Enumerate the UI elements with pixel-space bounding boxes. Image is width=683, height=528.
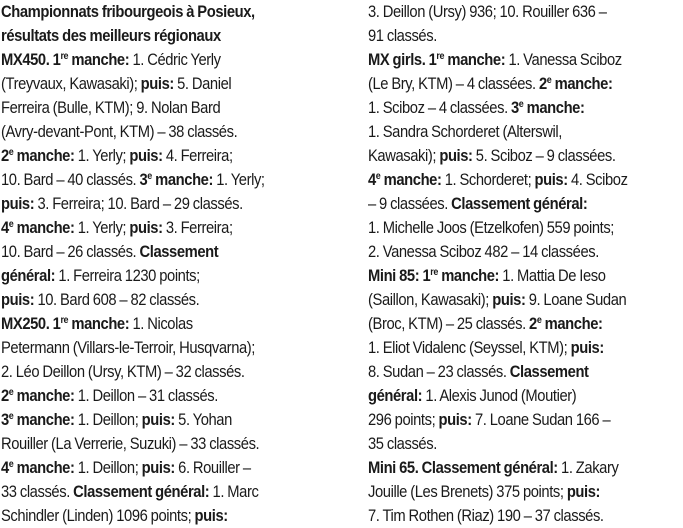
bold-label: 2: [1, 147, 9, 165]
text-line: [368, 264, 683, 288]
ordinal-suffix: [9, 387, 14, 398]
text-line: [1, 216, 334, 240]
ordinal-suffix: [147, 171, 152, 182]
result-text: 3. Ferreira;: [162, 219, 233, 237]
result-text: 3. Deillon (Ursy) 936; 10. Rouiller 636 –: [368, 3, 607, 21]
result-text: 1. Nicolas: [129, 315, 193, 333]
bold-label: puis:: [1, 195, 35, 213]
result-text: Jouille (Les Brenets) 375 points;: [368, 483, 567, 501]
result-text: 1. Deillon;: [74, 411, 142, 429]
result-text: (Le Bry, KTM) – 4 classées.: [368, 75, 539, 93]
text-line: [368, 96, 683, 120]
text-line: [1, 192, 334, 216]
result-text: (Saillon, Kawasaki);: [368, 291, 493, 309]
text-line: [1, 336, 334, 360]
ordinal-suffix-text: e: [8, 387, 14, 398]
text-line: [368, 24, 683, 48]
text-line: [368, 72, 683, 96]
result-text: 4. Sciboz: [567, 171, 628, 189]
ordinal-suffix: [9, 219, 14, 230]
text-line: [1, 480, 334, 504]
bold-label: puis:: [129, 147, 163, 165]
bold-label: manche:: [151, 171, 213, 189]
ordinal-suffix: [9, 411, 14, 422]
text-line: [368, 216, 683, 240]
ordinal-suffix-text: e: [8, 411, 14, 422]
text-line: [1, 384, 334, 408]
text-line: [1, 0, 334, 24]
bold-label: 4: [1, 459, 9, 477]
ordinal-suffix: [547, 75, 552, 86]
article-right-column: [368, 0, 683, 528]
bold-label: manche:: [444, 51, 506, 69]
bold-label: général:: [368, 387, 423, 405]
bold-label: 4: [1, 219, 9, 237]
bold-label: puis:: [438, 411, 472, 429]
bold-label: puis:: [1, 291, 35, 309]
ordinal-suffix: [60, 51, 68, 62]
result-text: 1. Deillon – 31 classés.: [74, 387, 218, 405]
ordinal-suffix: [9, 459, 14, 470]
result-text: 1. Zakary: [557, 459, 619, 477]
text-line: [368, 480, 683, 504]
result-text: 1. Ferreira 1230 points;: [55, 267, 200, 285]
text-line: [368, 432, 683, 456]
bold-label: manche:: [13, 219, 75, 237]
result-text: 1. Deillon;: [74, 459, 142, 477]
ordinal-suffix: [519, 99, 524, 110]
result-text: 1. Sandra Schorderet (Alterswil,: [368, 123, 562, 141]
text-line: [368, 504, 683, 528]
result-text: 91 classés.: [368, 27, 437, 45]
text-line: [1, 504, 334, 528]
ordinal-suffix: [60, 315, 68, 326]
bold-label: Mini 65. Classement général:: [368, 459, 558, 477]
result-text: (Treyvaux, Kawasaki);: [1, 75, 141, 93]
bold-label: manche:: [541, 315, 603, 333]
text-line: [368, 456, 683, 480]
ordinal-suffix-text: e: [8, 219, 14, 230]
bold-label: Championnats fribourgeois à Posieux,: [1, 3, 255, 21]
result-text: 1. Yerly;: [74, 219, 130, 237]
ordinal-suffix: [376, 171, 381, 182]
ordinal-suffix: [9, 147, 14, 158]
result-text: 10. Bard – 40 classés.: [1, 171, 140, 189]
bold-label: puis:: [129, 219, 163, 237]
ordinal-suffix-text: e: [147, 171, 152, 182]
result-text: 1. Eliot Vidalenc (Seyssel, KTM);: [368, 339, 571, 357]
result-text: 2. Léo Deillon (Ursy, KTM) – 32 classés.: [1, 363, 245, 381]
bold-label: puis:: [570, 339, 604, 357]
bold-label: 2: [529, 315, 537, 333]
bold-label: puis:: [194, 507, 228, 525]
result-text: 1. Alexis Junod (Moutier): [422, 387, 577, 405]
result-text: Rouiller (La Verrerie, Suzuki) – 33 classés.: [1, 435, 260, 453]
text-line: [1, 360, 334, 384]
bold-label: puis:: [141, 411, 175, 429]
bold-label: 3: [511, 99, 519, 117]
text-line: [1, 72, 334, 96]
result-text: 1. Marc: [209, 483, 259, 501]
text-line: [1, 120, 334, 144]
text-line: [1, 264, 334, 288]
result-text: Kawasaki);: [368, 147, 440, 165]
bold-label: MX girls. 1: [368, 51, 437, 69]
text-line: [368, 168, 683, 192]
text-line: [1, 240, 334, 264]
bold-label: général:: [1, 267, 56, 285]
bold-label: résultats des meilleurs régionaux: [1, 27, 221, 45]
result-text: 1. Mattia De Ieso: [499, 267, 606, 285]
text-line: [368, 288, 683, 312]
result-text: 10. Bard 608 – 82 classés.: [34, 291, 200, 309]
result-text: 8. Sudan – 23 classés.: [368, 363, 510, 381]
text-line: [1, 96, 334, 120]
text-line: [368, 384, 683, 408]
article-left-column: [1, 0, 334, 528]
bold-label: manche:: [13, 411, 75, 429]
text-line: [368, 192, 683, 216]
text-line: [1, 288, 334, 312]
result-text: 1. Schorderet;: [441, 171, 535, 189]
result-text: 6. Rouiller –: [174, 459, 251, 477]
bold-label: manche:: [13, 459, 75, 477]
bold-label: puis:: [141, 459, 175, 477]
text-line: [368, 0, 683, 24]
text-line: [1, 24, 334, 48]
result-text: 10. Bard – 26 classés.: [1, 243, 140, 261]
text-line: [1, 408, 334, 432]
result-text: – 9 classées.: [368, 195, 452, 213]
bold-label: manche:: [13, 387, 75, 405]
bold-label: puis:: [492, 291, 526, 309]
ordinal-suffix: [537, 315, 542, 326]
result-text: 1. Vanessa Sciboz: [505, 51, 622, 69]
result-text: (Broc, KTM) – 25 classés.: [368, 315, 530, 333]
bold-label: Classement: [509, 363, 589, 381]
bold-label: Classement: [139, 243, 219, 261]
result-text: 5. Yohan: [174, 411, 232, 429]
bold-label: 3: [1, 411, 9, 429]
bold-label: Classement général:: [451, 195, 588, 213]
ordinal-suffix-text: e: [546, 75, 552, 86]
bold-label: 2: [538, 75, 547, 93]
result-text: 7. Loane Sudan 166 –: [471, 411, 611, 429]
result-text: 3. Ferreira; 10. Bard – 29 classés.: [34, 195, 243, 213]
text-line: [368, 144, 683, 168]
bold-label: puis:: [140, 75, 174, 93]
text-line: [368, 408, 683, 432]
ordinal-suffix-text: e: [8, 459, 14, 470]
ordinal-suffix-text: e: [375, 171, 381, 182]
result-text: 296 points;: [368, 411, 439, 429]
result-text: Ferreira (Bulle, KTM); 9. Nolan Bard: [1, 99, 221, 117]
ordinal-suffix: [430, 267, 438, 278]
bold-label: puis:: [439, 147, 473, 165]
bold-label: MX250. 1: [1, 315, 61, 333]
bold-label: MX450. 1: [1, 51, 61, 69]
bold-label: manche:: [68, 315, 130, 333]
ordinal-suffix-text: e: [518, 99, 524, 110]
result-text: 1. Sciboz – 4 classées.: [368, 99, 512, 117]
result-text: 5. Sciboz – 9 classées.: [472, 147, 616, 165]
text-line: [1, 312, 334, 336]
ordinal-suffix-text: e: [536, 315, 542, 326]
ordinal-suffix-text: re: [60, 51, 69, 62]
text-line: [368, 240, 683, 264]
result-text: 9. Loane Sudan: [525, 291, 627, 309]
bold-label: puis:: [534, 171, 568, 189]
ordinal-suffix: [436, 51, 444, 62]
result-text: 7. Tim Rothen (Riaz) 190 – 37 classés.: [368, 507, 604, 525]
result-text: (Avry-devant-Pont, KTM) – 38 classés.: [1, 123, 238, 141]
text-line: [368, 312, 683, 336]
bold-label: manche:: [13, 147, 75, 165]
result-text: 33 classés.: [1, 483, 74, 501]
result-text: 35 classés.: [368, 435, 437, 453]
bold-label: Classement général:: [73, 483, 210, 501]
text-line: [1, 48, 334, 72]
bold-label: manche:: [523, 99, 585, 117]
result-text: Schindler (Linden) 1096 points;: [1, 507, 195, 525]
result-text: Petermann (Villars-le-Terroir, Husqvarna);: [1, 339, 255, 357]
ordinal-suffix-text: e: [8, 147, 14, 158]
result-text: 1. Yerly;: [212, 171, 265, 189]
result-text: 5. Daniel: [173, 75, 232, 93]
ordinal-suffix-text: re: [60, 315, 69, 326]
text-line: [368, 120, 683, 144]
text-line: [368, 48, 683, 72]
text-line: [1, 456, 334, 480]
bold-label: Mini 85: 1: [368, 267, 431, 285]
result-text: 2. Vanessa Sciboz 482 – 14 classées.: [368, 243, 599, 261]
bold-label: puis:: [566, 483, 601, 501]
ordinal-suffix-text: re: [430, 267, 438, 278]
result-text: 1. Michelle Joos (Etzelkofen) 559 points;: [368, 219, 614, 237]
text-line: [368, 360, 683, 384]
bold-label: manche:: [437, 267, 500, 285]
result-text: 1. Cédric Yerly: [129, 51, 221, 69]
bold-label: 4: [368, 171, 376, 189]
bold-label: manche:: [68, 51, 130, 69]
bold-label: 2: [1, 387, 9, 405]
text-line: [1, 432, 334, 456]
ordinal-suffix-text: re: [436, 51, 445, 62]
result-text: 1. Yerly;: [74, 147, 130, 165]
result-text: 4. Ferreira;: [162, 147, 233, 165]
bold-label: manche:: [380, 171, 442, 189]
bold-label: 3: [139, 171, 148, 189]
text-line: [368, 336, 683, 360]
bold-label: manche:: [551, 75, 613, 93]
text-line: [1, 144, 334, 168]
text-line: [1, 168, 334, 192]
